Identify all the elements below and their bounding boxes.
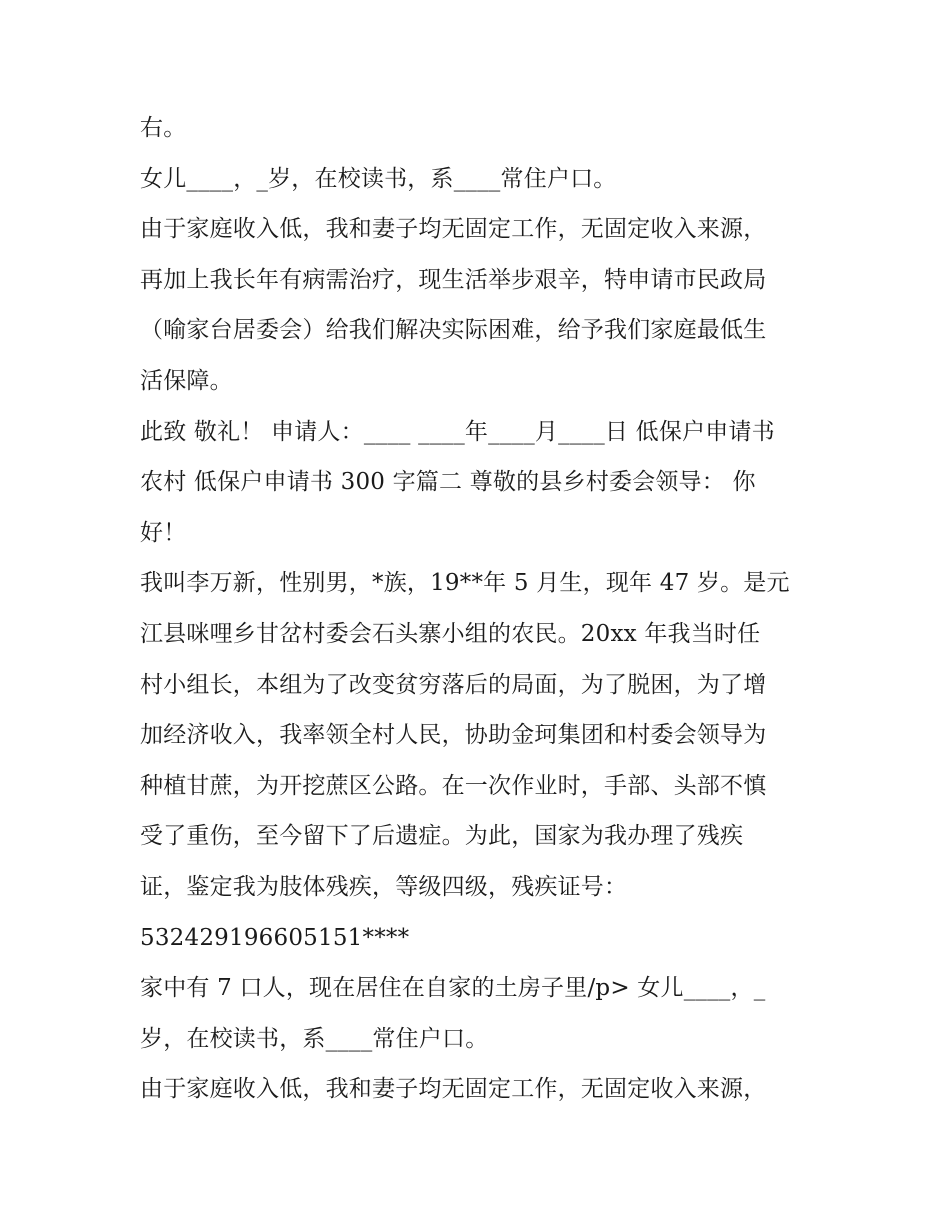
text-line: 家中有 7 口人，现在居住在自家的土房子里/p> 女儿____，_ <box>140 975 766 1002</box>
text-line: 岁，在校读书，系____常住户口。 <box>140 1025 489 1052</box>
text-line: 女儿____，_岁，在校读书，系____常住户口。 <box>140 165 617 192</box>
text-line: 种植甘蔗，为开挖蔗区公路。在一次作业时，手部、头部不慎 <box>140 772 767 799</box>
text-line: 右。 <box>140 115 187 141</box>
text-line: 受了重伤，至今留下了后遗症。为此，国家为我办理了残疾 <box>140 823 744 850</box>
text-line: 532429196605151**** <box>140 924 410 951</box>
text-line: 证，鉴定我为肢体残疾，等级四级，残疾证号： <box>140 873 628 900</box>
text-line: 再加上我长年有病需治疗，现生活举步艰辛，特申请市民政局 <box>140 266 767 293</box>
text-line: 由于家庭收入低，我和妻子均无固定工作，无固定收入来源， <box>140 1076 767 1103</box>
text-line: 我叫李万新，性别男，*族，19**年 5 月生，现年 47 岁。是元 <box>140 570 790 597</box>
text-line: 加经济收入，我率领全村人民，协助金珂集团和村委会领导为 <box>140 722 767 749</box>
text-line: 好！ <box>140 519 187 546</box>
text-line: 此致 敬礼！ 申请人：____ ____年____月____日 低保户申请书 <box>140 418 775 445</box>
text-line: 由于家庭收入低，我和妻子均无固定工作，无固定收入来源， <box>140 216 767 243</box>
body-text <box>140 103 820 1115</box>
text-line: 活保障。 <box>140 367 233 394</box>
text-line: （喻家台居委会）给我们解决实际困难，给予我们家庭最低生 <box>140 317 767 344</box>
text-line: 村小组长，本组为了改变贫穷落后的局面，为了脱困，为了增 <box>140 671 767 698</box>
text-line: 江县咪哩乡甘岔村委会石头寨小组的农民。20xx 年我当时任 <box>140 620 761 647</box>
text-line: 农村 低保户申请书 300 字篇二 尊敬的县乡村委会领导： 你 <box>140 469 756 496</box>
